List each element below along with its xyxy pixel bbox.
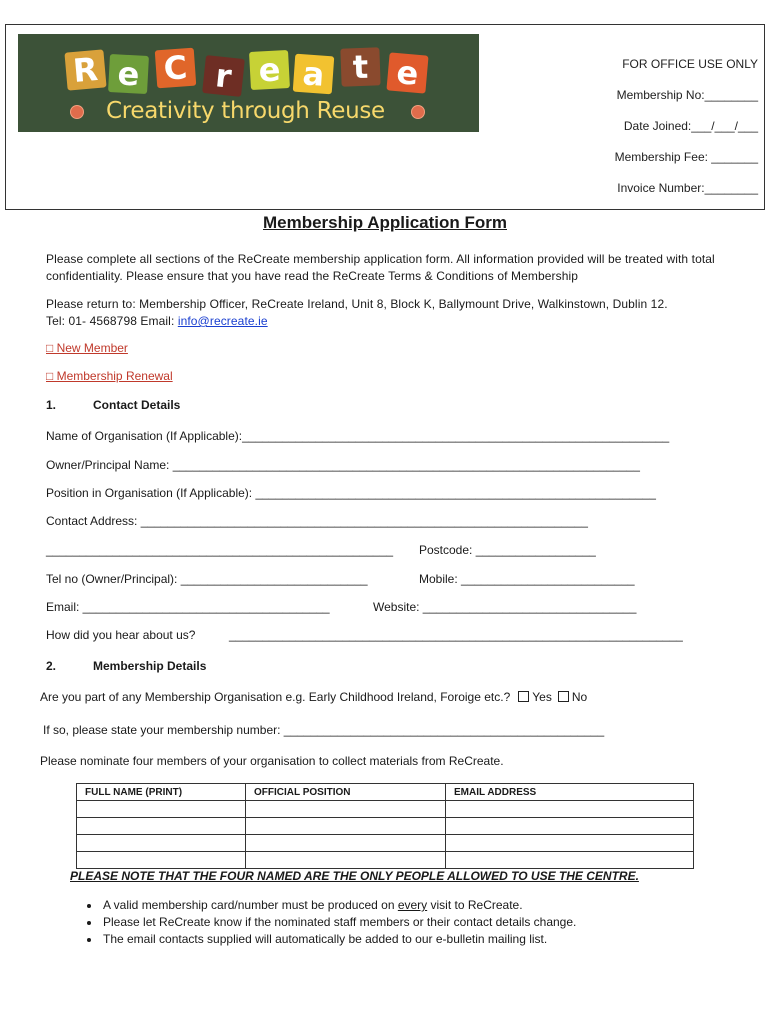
logo-letter-tile: e <box>108 54 149 94</box>
logo-tagline: Creativity through Reuse <box>106 98 385 124</box>
membership-number-field[interactable]: If so, please state your membership number: ________________________________________________ <box>43 723 605 737</box>
centre-access-note: PLEASE NOTE THAT THE FOUR NAMED ARE THE ONLY PEOPLE ALLOWED TO USE THE CENTRE. <box>70 869 639 883</box>
nominate-text: Please nominate four members of your organisation to collect materials from ReCreate. <box>40 754 504 768</box>
table-row <box>77 852 694 869</box>
section-number: 1. <box>46 398 57 412</box>
question-text: Are you part of any Membership Organisation e.g. Early Childhood Ireland, Foroige etc.? <box>40 690 511 704</box>
date-joined-field: Date Joined:___/___/___ <box>623 119 758 133</box>
yes-checkbox[interactable] <box>518 691 529 702</box>
membership-renewal-checkbox[interactable]: □ Membership Renewal <box>46 369 173 383</box>
return-address <box>46 296 736 330</box>
logo-letter-tile: r <box>202 55 245 97</box>
office-use-heading: FOR OFFICE USE ONLY <box>622 57 758 71</box>
return-tel: Tel: 01- 4568798 Email: <box>46 314 178 328</box>
email-field[interactable]: Email: _____________________________________ <box>46 600 330 614</box>
nominee-table <box>76 783 694 869</box>
logo-letter-tile: R <box>64 49 106 90</box>
recreate-logo <box>18 34 479 132</box>
table-cell[interactable] <box>77 835 246 852</box>
logo-letter-tile: e <box>386 52 428 93</box>
page-title: Membership Application Form <box>262 213 507 232</box>
intro-text: Please complete all sections of the ReCreate membership application form. All information provided will be treated with total confidentiality. Please ensure that you have read the ReCreate Terms & Conditions of Membership <box>46 252 715 283</box>
contact-address-field[interactable]: Contact Address: ___________________________________________________________________ <box>46 514 588 528</box>
table-cell[interactable] <box>446 818 694 835</box>
list-item <box>101 897 576 914</box>
website-field[interactable]: Website: ________________________________ <box>373 600 637 614</box>
section-contact-details <box>46 398 180 412</box>
button-icon <box>411 105 425 119</box>
position-field[interactable]: Position in Organisation (If Applicable): ____________________________________________________________ <box>46 486 656 500</box>
table-row <box>77 835 694 852</box>
section-title: Membership Details <box>93 659 207 673</box>
table-cell[interactable] <box>446 852 694 869</box>
heard-label: How did you hear about us? <box>46 628 196 642</box>
table-cell[interactable] <box>77 852 246 869</box>
logo-letter-tile: e <box>249 50 290 90</box>
table-cell[interactable] <box>246 818 446 835</box>
notes-list <box>86 897 576 948</box>
tel-field[interactable]: Tel no (Owner/Principal): ____________________________ <box>46 572 368 586</box>
column-header: EMAIL ADDRESS <box>446 784 694 801</box>
bullet-text: visit to ReCreate. <box>427 898 523 912</box>
table-row <box>77 801 694 818</box>
contact-address-line2[interactable]: ____________________________________________________ <box>46 543 394 557</box>
email-link[interactable]: info@recreate.ie <box>177 314 268 328</box>
column-header: OFFICIAL POSITION <box>246 784 446 801</box>
postcode-field[interactable]: Postcode: __________________ <box>419 543 596 557</box>
membership-no-field: Membership No:________ <box>616 88 758 102</box>
table-cell[interactable] <box>77 801 246 818</box>
invoice-number-field: Invoice Number:________ <box>617 181 758 195</box>
table-header-row <box>77 784 694 801</box>
table-row <box>77 818 694 835</box>
bullet-emphasis: every <box>397 898 428 912</box>
table-cell[interactable] <box>246 801 446 818</box>
yes-label: Yes <box>532 690 552 704</box>
membership-org-question <box>40 690 587 704</box>
logo-letter-tile: t <box>340 47 380 86</box>
owner-name-field[interactable]: Owner/Principal Name: ______________________________________________________________________ <box>46 458 640 472</box>
mobile-field[interactable]: Mobile: __________________________ <box>419 572 635 586</box>
button-icon <box>70 105 84 119</box>
section-title: Contact Details <box>93 398 181 412</box>
bullet-text: A valid membership card/number must be produced on <box>103 898 398 912</box>
list-item: • Please let ReCreate know if the nominated staff members or their contact details change. <box>101 914 576 931</box>
table-cell[interactable] <box>446 801 694 818</box>
section-number: 2. <box>46 659 57 673</box>
org-name-field[interactable]: Name of Organisation (If Applicable):________________________________________________________________ <box>46 429 670 443</box>
no-checkbox[interactable] <box>558 691 569 702</box>
table-cell[interactable] <box>246 852 446 869</box>
table-cell[interactable] <box>246 835 446 852</box>
logo-letter-tile: a <box>293 54 335 95</box>
table-cell[interactable] <box>77 818 246 835</box>
new-member-checkbox[interactable]: □ New Member <box>46 341 128 355</box>
membership-fee-field: Membership Fee: _______ <box>614 150 758 164</box>
heard-field[interactable]: ____________________________________________________________________ <box>229 628 683 642</box>
return-line: Please return to: Membership Officer, ReCreate Ireland, Unit 8, Block K, Ballymount Drive, Walkinstown, Dublin 12. <box>46 297 668 311</box>
column-header: FULL NAME (PRINT) <box>77 784 246 801</box>
list-item: • The email contacts supplied will automatically be added to our e-bulletin mailing list. <box>101 931 576 948</box>
section-membership-details <box>46 659 206 673</box>
no-label: No <box>571 690 588 704</box>
table-cell[interactable] <box>446 835 694 852</box>
logo-letter-tile: C <box>155 48 197 89</box>
